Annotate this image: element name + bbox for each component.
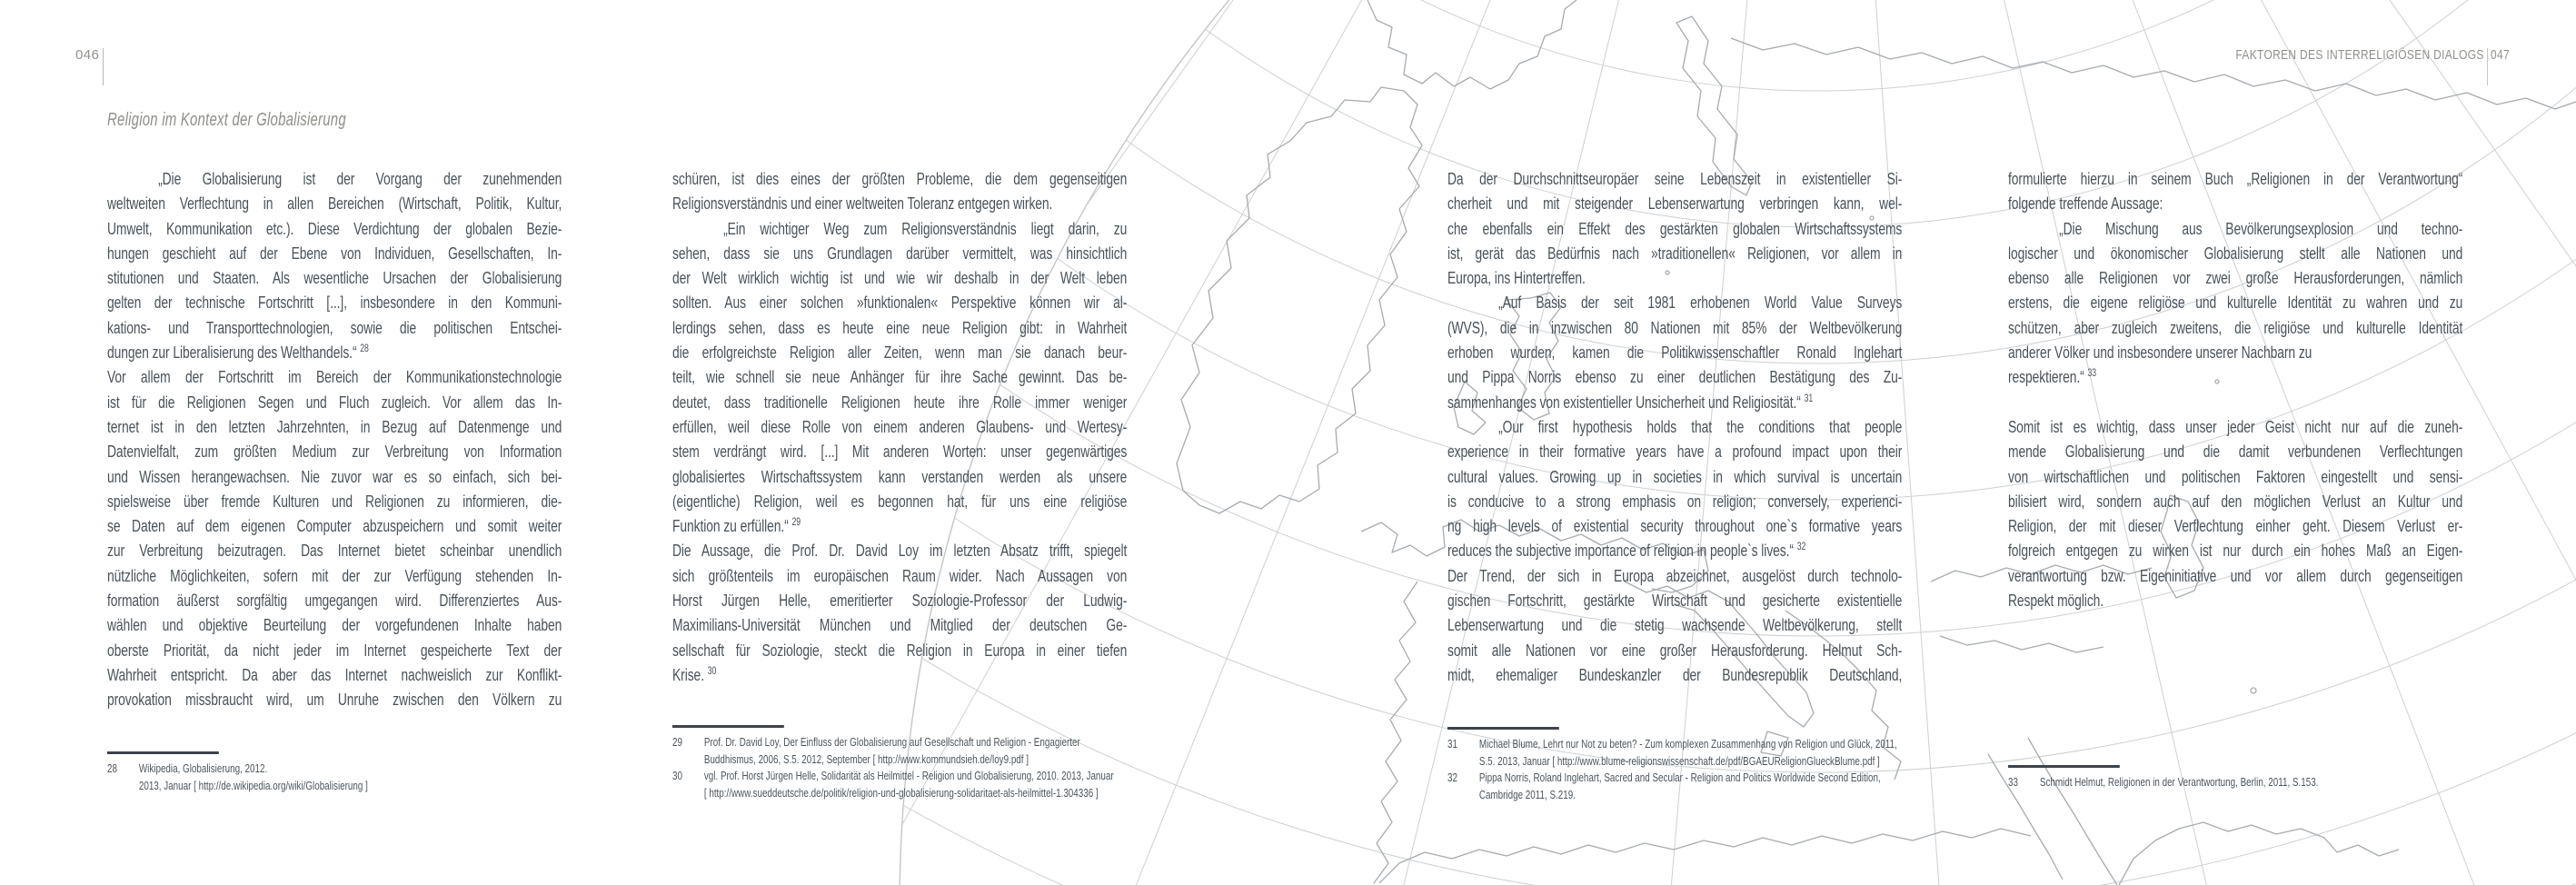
footnote-number: 33 [2008, 775, 2018, 789]
text-line: erstens, die eigene religiöse und kulturelle Identität zu wahren und zu [2008, 293, 2463, 313]
text-line: Vor allem der Fortschritt im Bereich der Kommunikationstechnologie [107, 367, 562, 387]
text-line: Da der Durchschnittseuropäer seine Lebenszeit in existentieller Si- [1447, 169, 1903, 188]
blank-line [2008, 390, 2462, 414]
text-line: kations- und Transporttechnologien, sowie die politischen Entschei- [107, 317, 562, 337]
text-line: Funktion zu erfüllen.“ $^{29}$ [672, 516, 801, 536]
text-column-3 [1447, 166, 1902, 687]
text-line: formation äußerst sorgfältig umgegangen wird. Differenziertes Aus- [107, 591, 562, 611]
footnote-text: Pippa Norris, Roland Inglehart, Sacred and Secular - Religion and Politics Worldwide Second Edition, Cambridge 2011, S.219. [1478, 771, 1881, 801]
footnote-number: 32 [1447, 771, 1457, 784]
text-line: che ebenfalls ein Effekt des gestärkten globalen Wirtschaftssystems [1447, 218, 1903, 238]
text-line: ist, gerät das Bedürfnis nach »traditionellen« Religionen, vor allem in [1447, 243, 1903, 263]
text-line: Respekt möglich. [2008, 591, 2104, 611]
footnote-rule [107, 751, 219, 754]
text-line: folgreich entgegen zu wirken ist nur durch ein hohes Maß an Eigen- [2008, 541, 2463, 561]
footnote [672, 734, 1127, 768]
text-line: folgende treffende Aussage: [2008, 194, 2163, 214]
text-line: ng high levels of existential security throughout one`s formative years [1447, 516, 1903, 536]
text-line: und Pippa Norris ebenso zu einer deutlichen Bestätigung des Zu- [1447, 367, 1903, 387]
footnote-text: Schmidt Helmut, Religionen in der Verantwortung, Berlin, 2011, S.153. [2039, 775, 2319, 789]
text-column-1 [107, 166, 562, 712]
text-line: erfüllen, weil diese Rolle von einem anderen Glaubens- und Wertesy- [672, 416, 1128, 436]
footnotes-column-2 [672, 725, 1127, 801]
text-line: Lebenserwartung und die stetig wachsende Weltbevölkerung, stellt [1447, 615, 1903, 635]
footnote-rule [672, 725, 784, 728]
text-column-4 [2008, 166, 2462, 612]
text-line: „Auf Basis der seit 1981 erhobenen World Value Surveys [1498, 293, 1903, 313]
text-line: Wahrheit entspricht. Da aber das Internet nachweislich zur Konflikt- [107, 664, 562, 684]
text-line: der Welt wirklich wichtig ist und wie wir deshalb in der Welt leben [672, 268, 1128, 288]
text-line: Europa, ins Hintertreffen. [1447, 268, 1586, 288]
page-number-right: 047 [2491, 47, 2510, 63]
text-line: Der Trend, der sich in Europa abzeichnet, ausgelöst durch technolo- [1447, 565, 1903, 585]
text-line: stitutionen und Staaten. Als wesentliche Ursachen der Globalisierung [107, 268, 562, 288]
footnote-text: Prof. Dr. David Loy, Der Einfluss der Globalisierung auf Gesellschaft und Religion - Engagierter Buddhismus, 2006, S.5. 2012, September [ http://www.kommundsieh.de/loy9.pdf ] [703, 735, 1080, 766]
text-line: ebenso alle Religionen vor zwei große Herausforderungen, nämlich [2008, 268, 2463, 288]
text-line: stem verdrängt wird. [...] Mit anderen Worten: unser gegenwärtiges [672, 442, 1128, 462]
footnote-number: 28 [107, 761, 117, 775]
text-line: respektieren.“ $^{33}$ [2008, 367, 2096, 387]
text-line: wählen und objektive Beurteilung der vorgefundenen Inhalte haben [107, 615, 562, 635]
text-line: cultural values. Growing up in societies in which survival is uncertain [1447, 466, 1903, 486]
footnote-number: 31 [1447, 737, 1457, 751]
footnote-number: 30 [672, 769, 682, 782]
section-title: Religion im Kontext der Globalisierung [107, 109, 346, 130]
footnote [2008, 774, 2462, 791]
text-line: gischen Fortschritt, gestärkte Wirtschaft und gesicherte existentielle [1447, 591, 1903, 611]
text-line: von wirtschaftlichen und politischen Faktoren eingestellt und sensi- [2008, 466, 2463, 486]
text-line: Krise. $^{30}$ [672, 664, 717, 684]
footnotes-column-3 [1447, 727, 1902, 803]
text-line: lerdings sehen, dass es heute eine neue Religion gibt: in Wahrheit [672, 317, 1128, 337]
text-line: provokation missbraucht wird, um Unruhe zwischen den Völkern zu [107, 690, 562, 710]
footnote-rule [1447, 727, 1559, 730]
page-number-left: 046 [75, 47, 100, 63]
text-line: Religion, der mit dieser Verflechtung einher geht. Diesem Verlust er- [2008, 516, 2463, 536]
text-line: spielsweise über fremde Kulturen und Religionen zu informieren, die- [107, 491, 562, 511]
text-line: „Our first hypothesis holds that the conditions that people [1498, 416, 1903, 436]
text-line: formulierte hierzu in seinem Buch „Religionen in der Verantwortung“ [2008, 169, 2463, 188]
page-number-divider-left [103, 48, 104, 85]
running-header-right-block [2235, 48, 2510, 85]
text-line: cherheit und mit steigender Lebenserwartung verbringen kann, wel- [1447, 194, 1903, 214]
text-column-2 [672, 166, 1127, 687]
text-line: reduces the subjective importance of religion in people`s lives.“ $^{32}$ [1447, 541, 1806, 561]
text-line: „Die Mischung aus Bevölkerungsexplosion und techno- [2059, 218, 2463, 238]
footnote [107, 761, 562, 794]
text-line: se Daten auf dem eigenen Computer abzuspeichern und somit weiter [107, 516, 562, 536]
text-line: zur Verbreitung beizutragen. Das Internet bietet scheinbar unendlich [107, 541, 562, 561]
text-line: erhoben wurden, kamen die Politikwissenschaftler Ronald Inglehart [1447, 343, 1903, 363]
text-line: sich größtenteils im europäischen Raum wider. Nach Aussagen von [672, 565, 1128, 585]
text-line: midt, ehemaliger Bundeskanzler der Bundesrepublik Deutschland, [1447, 664, 1903, 684]
text-line: somit alle Nationen vor eine großer Herausforderung. Helmut Sch- [1447, 640, 1903, 660]
text-line: globalisiertes Wirtschaftssystem kann verstanden werden als unsere [672, 466, 1128, 486]
footnote-number: 29 [672, 735, 682, 749]
text-line: gelten der technische Fortschritt [...], insbesondere in den Kommuni- [107, 293, 562, 313]
text-line: „Ein wichtiger Weg zum Religionsverständnis liegt darin, zu [723, 218, 1128, 238]
text-line: deutet, dass traditionelle Religionen heute ihre Rolle immer weniger [672, 392, 1128, 412]
footnote-text: Wikipedia, Globalisierung, 2012. 2013, Januar [ http://de.wikipedia.org/wiki/Globalisierung ] [138, 761, 368, 792]
text-line: Die Aussage, die Prof. Dr. David Loy im letzten Absatz trifft, spiegelt [672, 541, 1128, 561]
text-line: teilt, wie schnell sie neue Anhänger für ihre Sache gewinnt. Das be- [672, 367, 1128, 387]
text-line: dungen zur Liberalisierung des Welthandels.“ $^{28}$ [107, 343, 369, 363]
page-number-left-block [75, 48, 104, 85]
text-line: die erfolgreichste Religion aller Zeiten, wenn man sie danach beur- [672, 343, 1128, 363]
text-line: Somit ist es wichtig, dass unser jeder Geist nicht nur auf die zuneh- [2008, 416, 2463, 436]
text-line: ist für die Religionen Segen und Fluch zugleich. Vor allem das In- [107, 392, 562, 412]
text-line: anderer Völker und insbesondere unserer Nachbarn zu [2008, 343, 2312, 363]
footnote [672, 768, 1127, 801]
footnotes-column-1 [107, 751, 562, 794]
text-line: logischer und ökonomischer Globalisierung stellt alle Nationen und [2008, 243, 2463, 263]
footnote-rule [2008, 765, 2120, 768]
text-line: Datenvielfalt, zum größten Medium zur Verbreitung von Information [107, 442, 562, 462]
footnote [1447, 736, 1902, 770]
text-line: „Die Globalisierung ist der Vorgang der zunehmenden [158, 169, 562, 188]
page-number-divider-right [2487, 48, 2488, 85]
text-line: mende Globalisierung und die damit verbundenen Verflechtungen [2008, 442, 2463, 462]
text-line: und Wissen herangewachsen. Nie zuvor war es so einfach, sich bei- [107, 466, 562, 486]
text-line: sammenhanges von existentieller Unsicherheit und Religiosität.“ $^{31}$ [1447, 392, 1814, 412]
text-line: Umwelt, Kommunikation etc.). Diese Verdichtung der globalen Bezie- [107, 218, 562, 238]
text-line: schützen, aber zugleich zweitens, die religiöse und kulturelle Identität [2008, 317, 2463, 337]
text-line: bilisiert wird, sondern auch auf den möglichen Verlust an Kultur und [2008, 491, 2463, 511]
footnote [1447, 770, 1902, 803]
text-line: weltweiten Verflechtung in allen Bereichen (Wirtschaft, Politik, Kultur, [107, 194, 562, 214]
text-line: experience in their formative years have a profound impact upon their [1447, 442, 1903, 462]
text-line: schüren, ist dies eines der größten Probleme, die dem gegenseitigen [672, 169, 1128, 188]
text-line: sehen, dass sie uns Grundlagen darüber vermittelt, was hinsichtlich [672, 243, 1128, 263]
text-line: verantwortung bzw. Eigeninitiative und vor allem durch gegenseitigen [2008, 565, 2463, 585]
text-line: Horst Jürgen Helle, emeritierter Soziologie-Professor der Ludwig- [672, 591, 1128, 611]
footnote-text: vgl. Prof. Horst Jürgen Helle, Solidarität als Heilmittel - Religion und Globalisierung, 2010. 2013, Januar [ http://www.sueddeutsche.de/politik/religion-und-globalisierung-solidaritaet-als-heilmittel-1.304336 ] [703, 769, 1114, 800]
text-line: Maximilians-Universität München und Mitglied der deutschen Ge- [672, 615, 1128, 635]
text-line: is conducive to a strong emphasis on religion; conversely, experienci- [1447, 491, 1903, 511]
text-line: hungen geschieht auf der Ebene von Individuen, Gesellschaften, In- [107, 243, 562, 263]
footnote-text: Michael Blume, Lehrt nur Not zu beten? - Zum komplexen Zusammenhang von Religion und Glück, 2011, S.5. 2013, Januar [ http://www.blume-religionswissenschaft.de/pdf/BGAEUReligionGlueckBlume.pdf ] [1478, 737, 1897, 768]
text-line: (WVS), die in inzwischen 80 Nationen mit 85% der Weltbevölkerung [1447, 317, 1903, 337]
text-line: sellschaft für Soziologie, steckt die Religion in Europa in einer tiefen [672, 640, 1128, 660]
text-line: oberste Priorität, da nicht jeder im Internet gespeicherte Text der [107, 640, 562, 660]
text-line: sollten. Aus einer solchen »funktionalen« Perspektive können wir al- [672, 293, 1128, 313]
running-header-title: FAKTOREN DES INTERRELIGIÖSEN DIALOGS [2235, 47, 2484, 63]
text-line: ternet ist in den letzten Jahrzehnten, in Bezug auf Datenmenge und [107, 416, 562, 436]
text-line: nützliche Möglichkeiten, sofern mit der zur Verfügung stehenden In- [107, 565, 562, 585]
footnotes-column-4 [2008, 765, 2462, 791]
text-line: (eigentliche) Religion, weil es begonnen hat, für uns eine religiöse [672, 491, 1128, 511]
text-line: Religionsverständnis und einer weltweiten Toleranz entgegen wirken. [672, 194, 1053, 214]
